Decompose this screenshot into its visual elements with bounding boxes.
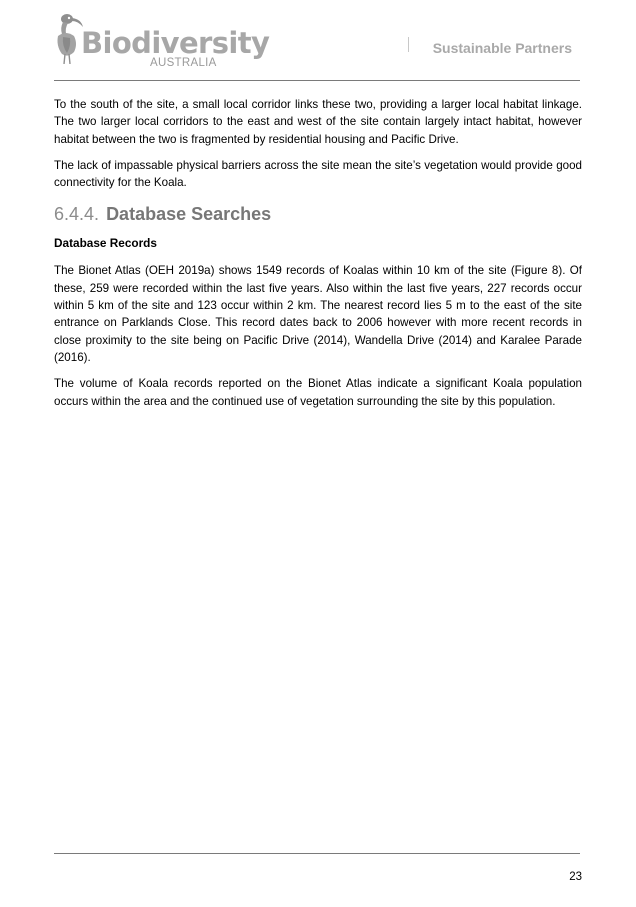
header-rule <box>54 80 580 81</box>
section-number: 6.4.4. <box>54 204 100 225</box>
section-heading <box>54 203 582 225</box>
paragraph-connectivity: The lack of impassable physical barriers across the site mean the site’s vegetation would provide good connectivity for the Koala. <box>54 158 582 190</box>
paragraph-corridors: To the south of the site, a small local corridor links these two, providing a larger local habitat linkage. The two larger local corridors to the east and west of the site contain largely intact habitat, however habitat between the two is fragmented by residential housing and Pacific Drive. <box>54 98 582 146</box>
paragraph-bionet-records: The Bionet Atlas (OEH 2019a) shows 1549 records of Koalas within 10 km of the site (Figure 8). Of these, 259 were recorded within the last five years. Also within the last five years, 227 records occur within 5 km of the site and 123 occur within 2 km. The nearest record lies 5 m to the east of the site entrance on Parklands Close. This record dates back to 2006 however with more recent records in close proximity to the site being on Pacific Drive (2014), Wandella Drive (2014) and Karalee Parade (2016). <box>54 264 582 364</box>
header-partner-label: Sustainable Partners <box>432 40 572 56</box>
page-number: 23 <box>569 871 582 883</box>
page-content <box>54 96 582 419</box>
section-title: Database Searches <box>106 204 272 225</box>
paragraph-koala-population: The volume of Koala records reported on the Bionet Atlas indicate a significant Koala population occurs within the area and the continued use of vegetation surrounding the site by this population. <box>54 377 582 408</box>
logo-subtitle: AUSTRALIA <box>150 57 217 69</box>
subheading-database-records: Database Records <box>54 236 157 251</box>
ibis-bird-logo-icon <box>54 12 84 64</box>
page-header <box>0 0 636 86</box>
logo-wordmark: Biodiversity <box>81 26 270 60</box>
biodiversity-australia-logo <box>54 12 270 72</box>
header-divider <box>408 37 409 52</box>
footer-rule <box>54 853 580 854</box>
